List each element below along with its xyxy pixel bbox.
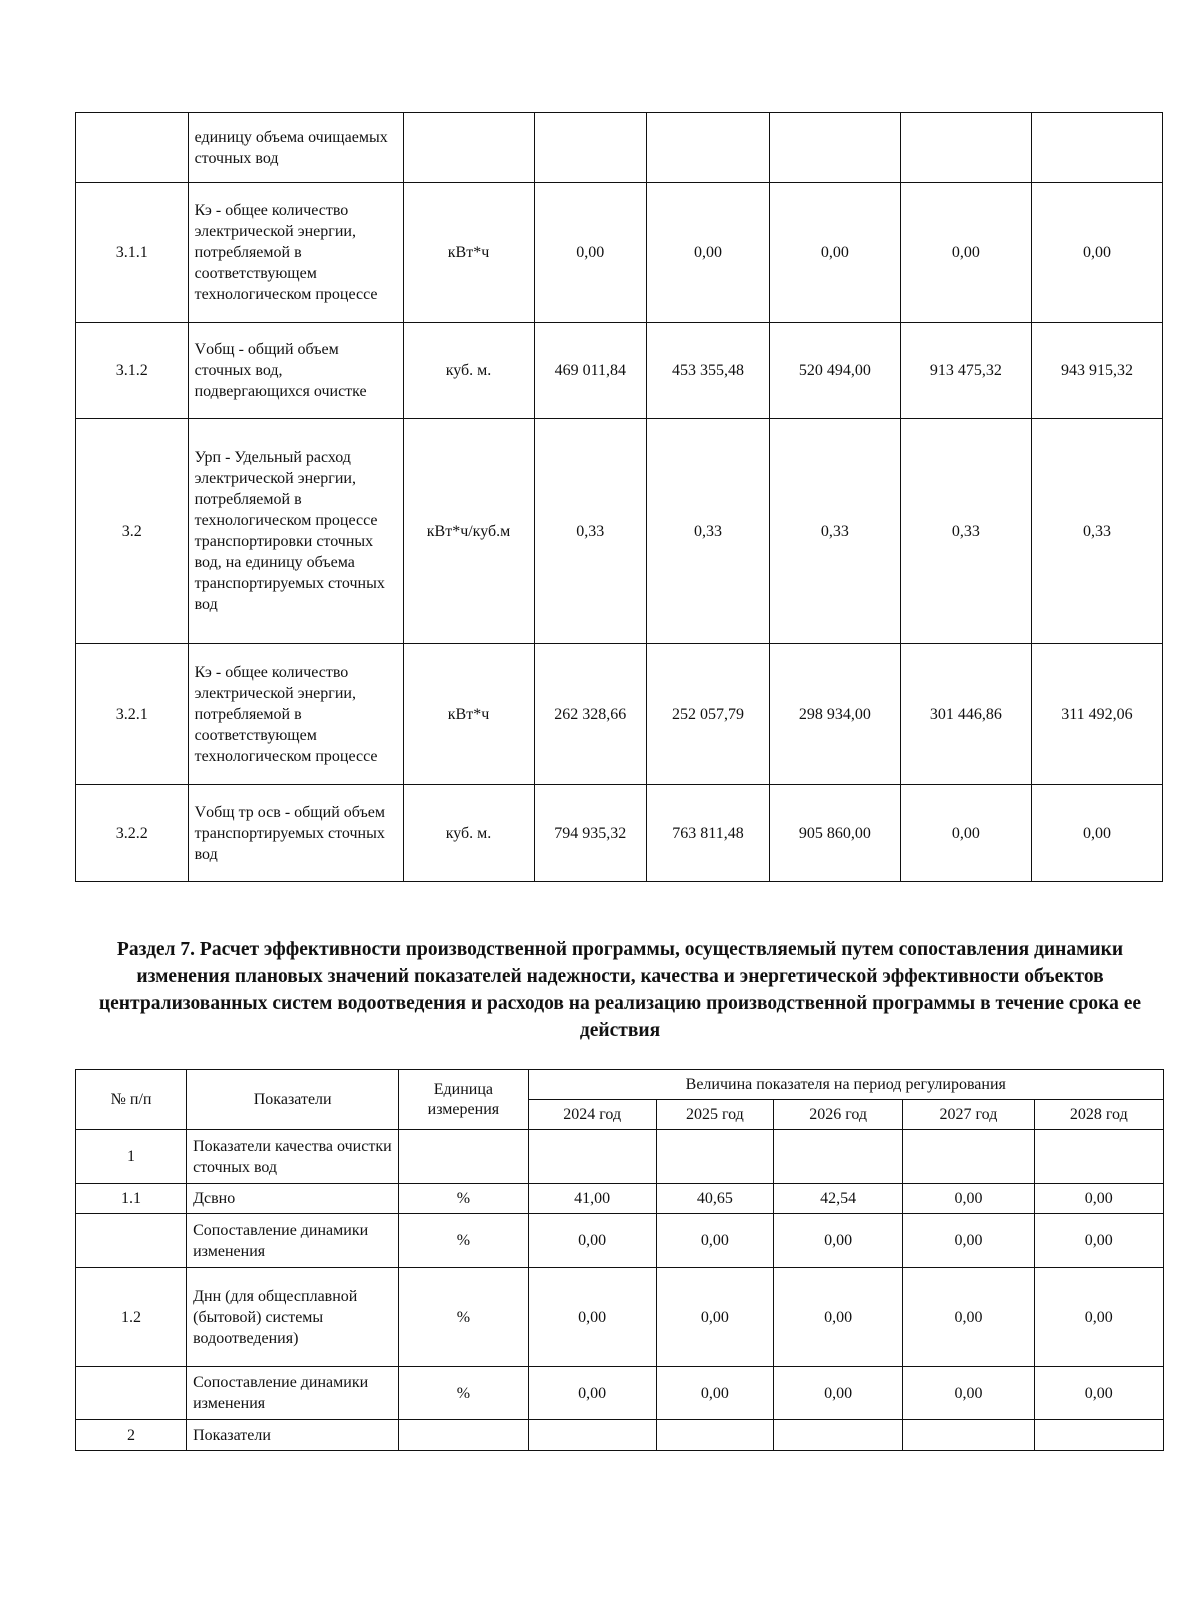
value-2028: 0,00 bbox=[1031, 785, 1162, 882]
row-number bbox=[76, 113, 189, 183]
unit-cell: куб. м. bbox=[403, 785, 534, 882]
value-2027: 0,00 bbox=[903, 1214, 1034, 1268]
value-2025: 0,00 bbox=[647, 183, 770, 323]
value-2028: 0,00 bbox=[1031, 183, 1162, 323]
value-2026: 0,00 bbox=[773, 1214, 902, 1268]
value-2025: 0,00 bbox=[656, 1268, 773, 1367]
value-2028: 0,00 bbox=[1034, 1268, 1163, 1367]
table-row bbox=[76, 1214, 1164, 1268]
indicator-name: Vобщ тр осв - общий объем транспортируемых сточных вод bbox=[188, 785, 403, 882]
value-2025: 252 057,79 bbox=[647, 644, 770, 785]
value-2024: 0,00 bbox=[534, 183, 647, 323]
value-2027 bbox=[903, 1420, 1034, 1451]
value-2024: 469 011,84 bbox=[534, 323, 647, 419]
table-row bbox=[76, 1367, 1164, 1420]
value-2024 bbox=[528, 1130, 656, 1184]
header-indicators: Показатели bbox=[187, 1070, 399, 1130]
unit-cell bbox=[399, 1130, 528, 1184]
indicator-name: Vобщ - общий объем сточных вод, подвергающихся очистке bbox=[188, 323, 403, 419]
row-number: 1.2 bbox=[76, 1268, 187, 1367]
indicator-name: Кэ - общее количество электрической энергии, потребляемой в соответствующем технологическом процессе bbox=[188, 644, 403, 785]
value-2027 bbox=[900, 113, 1031, 183]
value-2027: 0,33 bbox=[900, 419, 1031, 644]
table-row bbox=[76, 1184, 1164, 1214]
value-2025: 0,00 bbox=[656, 1367, 773, 1420]
indicator-name: Дсвно bbox=[187, 1184, 399, 1214]
value-2026: 0,00 bbox=[773, 1367, 902, 1420]
value-2024: 262 328,66 bbox=[534, 644, 647, 785]
value-2028: 0,00 bbox=[1034, 1214, 1163, 1268]
header-year-2027: 2027 год bbox=[903, 1100, 1034, 1130]
value-2024 bbox=[534, 113, 647, 183]
unit-cell: % bbox=[399, 1268, 528, 1367]
header-year-2025: 2025 год bbox=[656, 1100, 773, 1130]
unit-cell: % bbox=[399, 1367, 528, 1420]
value-2028 bbox=[1031, 113, 1162, 183]
row-number: 1.1 bbox=[76, 1184, 187, 1214]
value-2028 bbox=[1034, 1130, 1163, 1184]
value-2025: 763 811,48 bbox=[647, 785, 770, 882]
value-2024: 794 935,32 bbox=[534, 785, 647, 882]
header-period: Величина показателя на период регулирования bbox=[528, 1070, 1163, 1100]
value-2025: 0,00 bbox=[656, 1214, 773, 1268]
header-number: № п/п bbox=[76, 1070, 187, 1130]
value-2028: 0,00 bbox=[1034, 1184, 1163, 1214]
value-2025 bbox=[656, 1130, 773, 1184]
value-2028: 311 492,06 bbox=[1031, 644, 1162, 785]
header-year-2028: 2028 год bbox=[1034, 1100, 1163, 1130]
unit-cell bbox=[403, 113, 534, 183]
value-2026: 905 860,00 bbox=[769, 785, 900, 882]
indicator-name: Кэ - общее количество электрической энергии, потребляемой в соответствующем технологическом процессе bbox=[188, 183, 403, 323]
indicator-name: Показатели bbox=[187, 1420, 399, 1451]
value-2024: 41,00 bbox=[528, 1184, 656, 1214]
unit-cell: % bbox=[399, 1214, 528, 1268]
value-2024: 0,00 bbox=[528, 1214, 656, 1268]
unit-cell: кВт*ч bbox=[403, 183, 534, 323]
value-2027: 0,00 bbox=[900, 183, 1031, 323]
row-number: 3.2.2 bbox=[76, 785, 189, 882]
table-row bbox=[76, 1268, 1164, 1367]
table-row bbox=[76, 785, 1163, 882]
value-2027 bbox=[903, 1130, 1034, 1184]
value-2027: 0,00 bbox=[903, 1268, 1034, 1367]
value-2024 bbox=[528, 1420, 656, 1451]
table-row bbox=[76, 323, 1163, 419]
value-2026: 298 934,00 bbox=[769, 644, 900, 785]
value-2028 bbox=[1034, 1420, 1163, 1451]
indicator-name: единицу объема очищаемых сточных вод bbox=[188, 113, 403, 183]
value-2025: 453 355,48 bbox=[647, 323, 770, 419]
table-header-row bbox=[76, 1070, 1164, 1100]
value-2025: 0,33 bbox=[647, 419, 770, 644]
row-number: 3.2 bbox=[76, 419, 189, 644]
value-2026 bbox=[773, 1130, 902, 1184]
value-2026: 520 494,00 bbox=[769, 323, 900, 419]
unit-cell bbox=[399, 1420, 528, 1451]
unit-cell: % bbox=[399, 1184, 528, 1214]
table-row bbox=[76, 644, 1163, 785]
table-row bbox=[76, 419, 1163, 644]
value-2027: 301 446,86 bbox=[900, 644, 1031, 785]
value-2024: 0,00 bbox=[528, 1268, 656, 1367]
row-number: 2 bbox=[76, 1420, 187, 1451]
table-row bbox=[76, 183, 1163, 323]
header-year-2024: 2024 год bbox=[528, 1100, 656, 1130]
table-row bbox=[76, 1130, 1164, 1184]
value-2026: 0,33 bbox=[769, 419, 900, 644]
value-2026: 0,00 bbox=[769, 183, 900, 323]
value-2026 bbox=[773, 1420, 902, 1451]
value-2027: 0,00 bbox=[903, 1367, 1034, 1420]
value-2025 bbox=[656, 1420, 773, 1451]
indicator-name: Показатели качества очистки сточных вод bbox=[187, 1130, 399, 1184]
indicator-name: Днн (для общесплавной (бытовой) системы водоотведения) bbox=[187, 1268, 399, 1367]
header-unit: Единица измерения bbox=[399, 1070, 528, 1130]
program-efficiency-table bbox=[75, 1069, 1164, 1451]
table-row bbox=[76, 1420, 1164, 1451]
value-2026: 42,54 bbox=[773, 1184, 902, 1214]
value-2024: 0,00 bbox=[528, 1367, 656, 1420]
row-number: 3.1.2 bbox=[76, 323, 189, 419]
table-row bbox=[76, 113, 1163, 183]
value-2024: 0,33 bbox=[534, 419, 647, 644]
energy-efficiency-table bbox=[75, 112, 1163, 882]
value-2028: 0,33 bbox=[1031, 419, 1162, 644]
value-2026 bbox=[769, 113, 900, 183]
unit-cell: кВт*ч/куб.м bbox=[403, 419, 534, 644]
section-title: Раздел 7. Расчет эффективности производственной программы, осуществляемый путем сопоставления динамики изменения плановых значений показателей надежности, качества и энергетической эффективности объектов централизованных систем водоотведения и расходов на реализацию производственной программы в течение срока ее действия bbox=[98, 939, 1142, 1041]
indicator-name: Урп - Удельный расход электрической энергии, потребляемой в технологическом процессе транспортировки сточных вод, на единицу объема транспортируемых сточных вод bbox=[188, 419, 403, 644]
header-year-2026: 2026 год bbox=[773, 1100, 902, 1130]
value-2027: 0,00 bbox=[900, 785, 1031, 882]
indicator-name: Сопоставление динамики изменения bbox=[187, 1214, 399, 1268]
value-2028: 943 915,32 bbox=[1031, 323, 1162, 419]
unit-cell: куб. м. bbox=[403, 323, 534, 419]
row-number: 3.2.1 bbox=[76, 644, 189, 785]
unit-cell: кВт*ч bbox=[403, 644, 534, 785]
value-2025: 40,65 bbox=[656, 1184, 773, 1214]
value-2027: 913 475,32 bbox=[900, 323, 1031, 419]
value-2026: 0,00 bbox=[773, 1268, 902, 1367]
row-number bbox=[76, 1214, 187, 1268]
row-number: 3.1.1 bbox=[76, 183, 189, 323]
indicator-name: Сопоставление динамики изменения bbox=[187, 1367, 399, 1420]
value-2025 bbox=[647, 113, 770, 183]
row-number: 1 bbox=[76, 1130, 187, 1184]
value-2028: 0,00 bbox=[1034, 1367, 1163, 1420]
value-2027: 0,00 bbox=[903, 1184, 1034, 1214]
row-number bbox=[76, 1367, 187, 1420]
